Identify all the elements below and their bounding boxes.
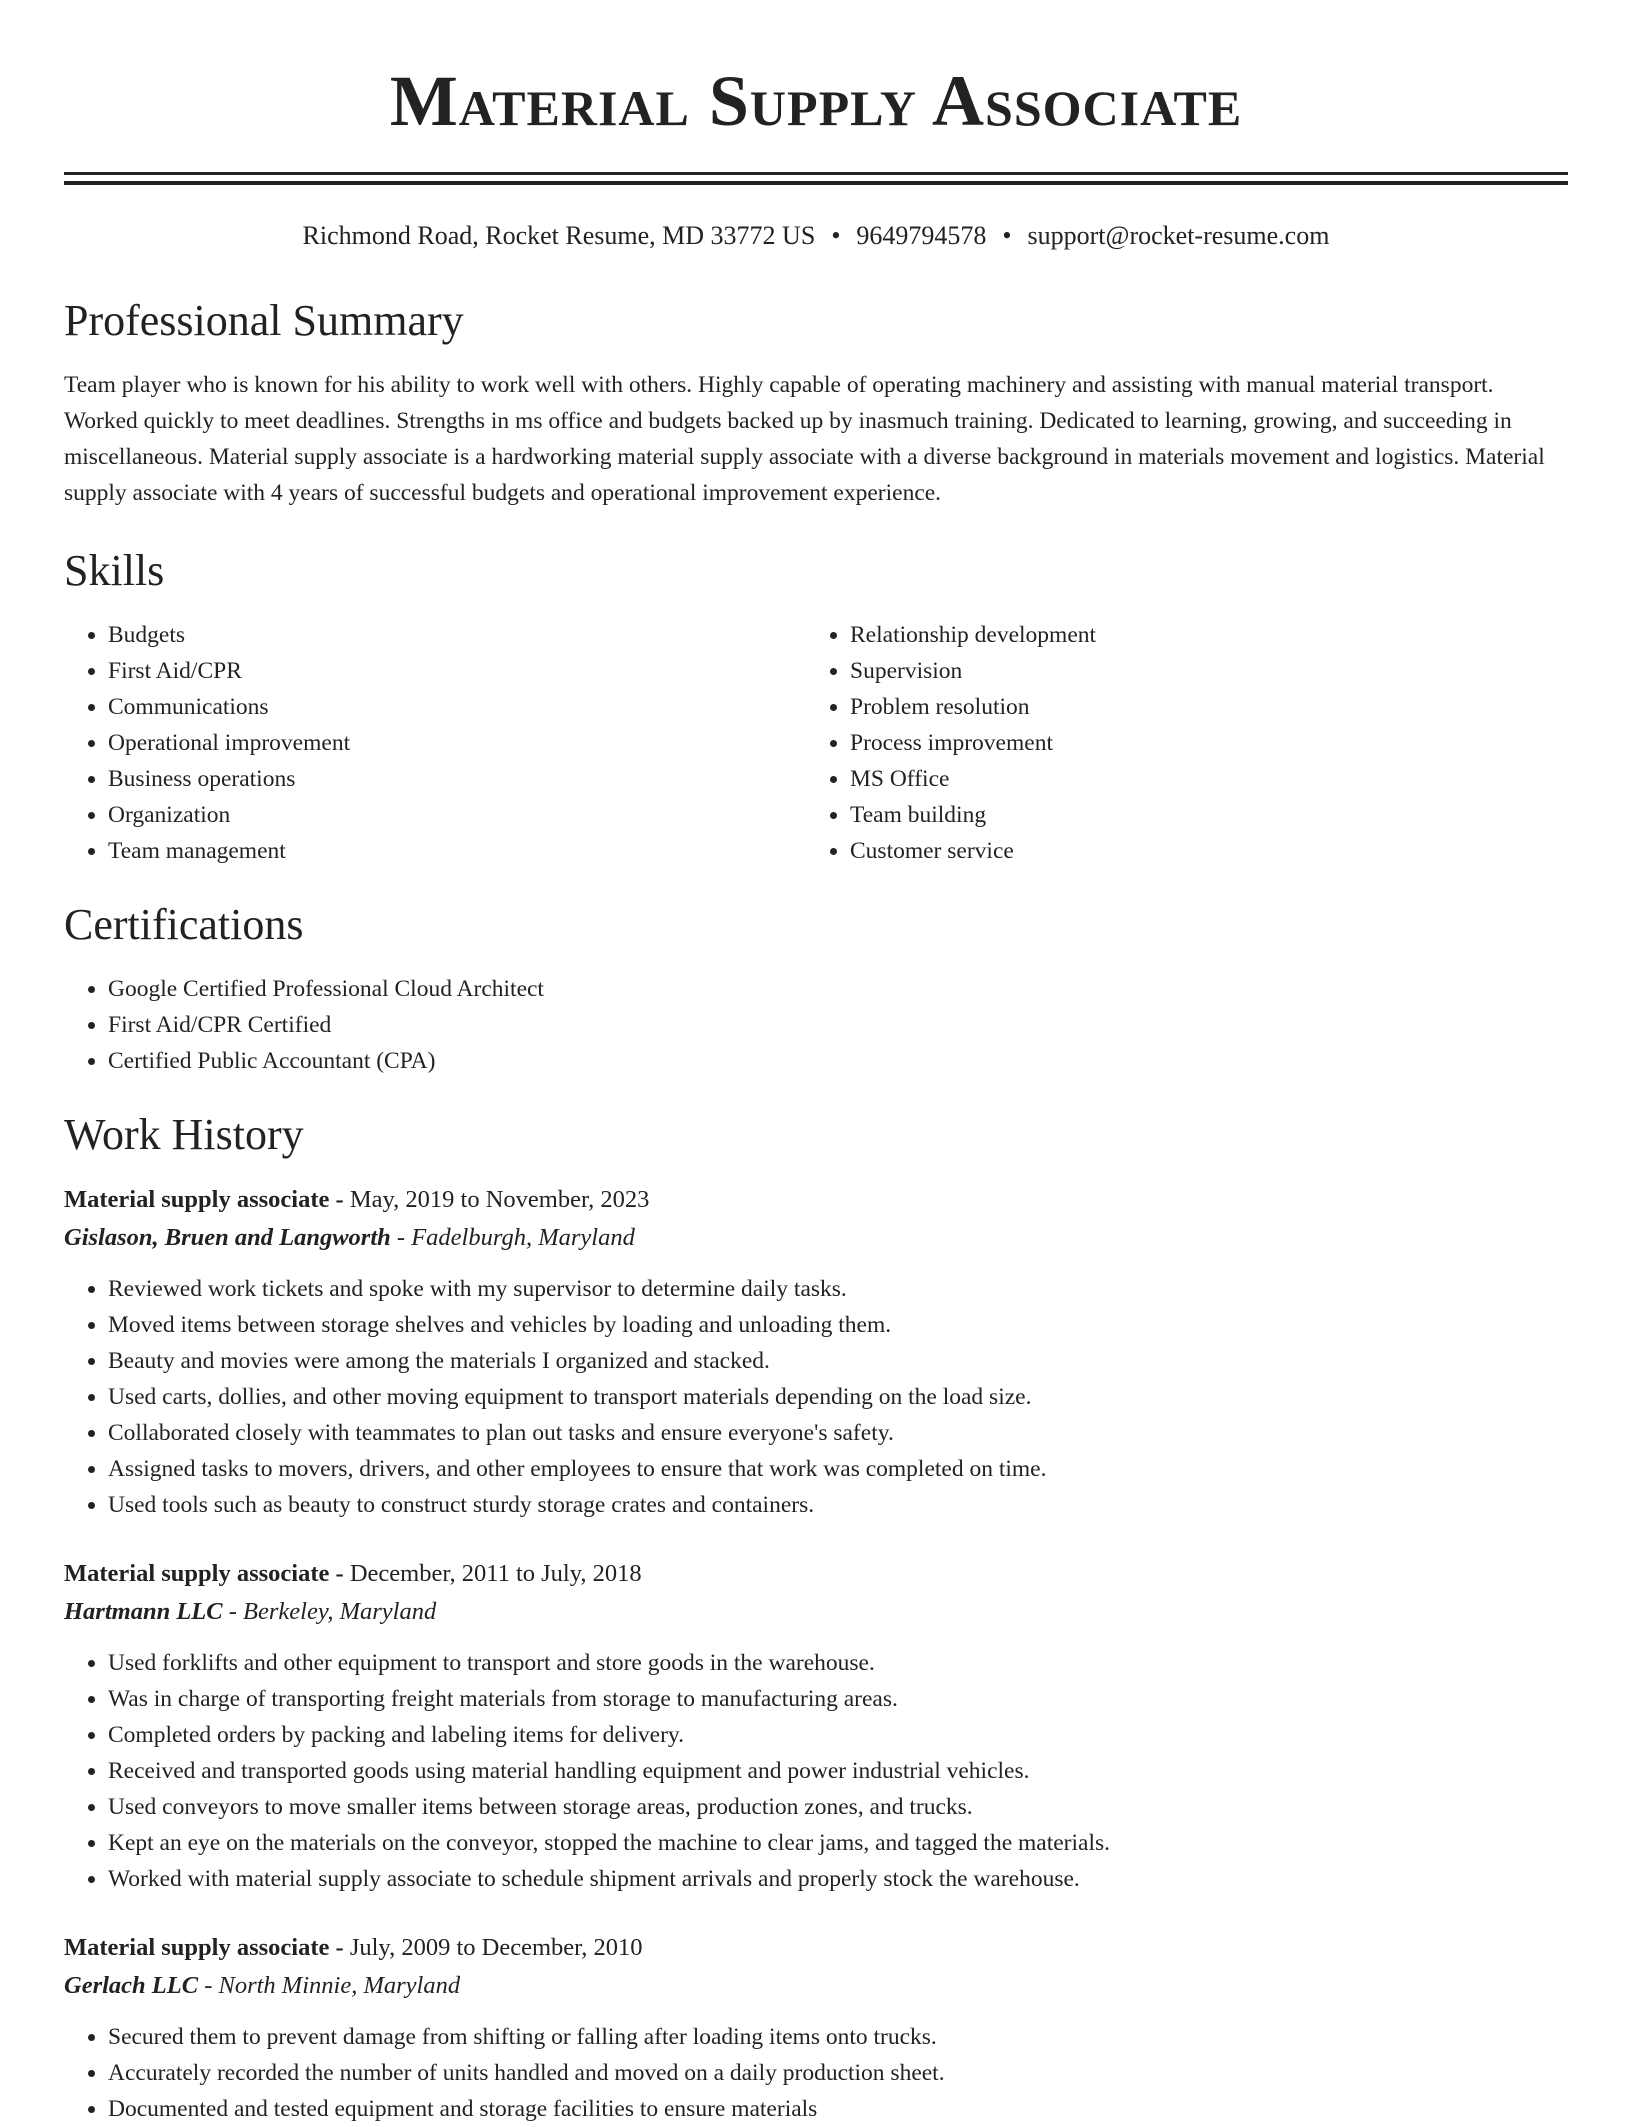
job-duty: • Used forklifts and other equipment to transport and store goods in the warehouse. (108, 1645, 1568, 1681)
skills-column-left (64, 617, 806, 869)
job-employer: Gerlach LLC (64, 1972, 199, 1999)
title-divider (64, 172, 1568, 185)
job-duty: • Documented and tested equipment and storage facilities to ensure materials (108, 2091, 1568, 2127)
job-company-line: Gerlach LLC - North Minnie, Maryland (64, 1972, 461, 1999)
contact-separator: • (1002, 221, 1012, 250)
skill-item: • Relationship development (850, 617, 1548, 653)
job-location: Berkeley, Maryland (243, 1598, 437, 1625)
job-duty: • Moved items between storage shelves and vehicles by loading and unloading them. (108, 1307, 1568, 1343)
contact-line (64, 219, 1568, 253)
job-entry (64, 1929, 1568, 2127)
skill-item: • First Aid/CPR (108, 653, 806, 689)
job-dates: July, 2009 to December, 2010 (349, 1934, 643, 1961)
skills-list-right (806, 617, 1548, 869)
contact-phone: 9649794578 (856, 221, 987, 250)
job-duty: • Used tools such as beauty to construct sturdy storage crates and containers. (108, 1487, 1568, 1523)
job-duties-list (64, 1271, 1568, 1523)
job-location: Fadelburgh, Maryland (411, 1224, 635, 1251)
job-dates: May, 2019 to November, 2023 (349, 1186, 650, 1213)
contact-email: support@rocket-resume.com (1027, 221, 1330, 250)
skills-list-left (64, 617, 806, 869)
job-title: Material supply associate (64, 1560, 330, 1587)
summary-heading: Professional Summary (64, 296, 464, 345)
skill-item: • Organization (108, 797, 806, 833)
job-title-line: Material supply associate - July, 2009 to December, 2010 (64, 1934, 643, 1961)
job-location: North Minnie, Maryland (218, 1972, 461, 1999)
job-duty: • Was in charge of transporting freight materials from storage to manufacturing areas. (108, 1681, 1568, 1717)
skill-item: • Budgets (108, 617, 806, 653)
skills-heading: Skills (64, 546, 165, 595)
job-duty: • Kept an eye on the materials on the conveyor, stopped the machine to clear jams, and tagged the materials. (108, 1825, 1568, 1861)
skill-item: • Customer service (850, 833, 1548, 869)
job-employer: Hartmann LLC (64, 1598, 223, 1625)
job-duty: • Used carts, dollies, and other moving equipment to transport materials depending on the load size. (108, 1379, 1568, 1415)
skill-item: • Supervision (850, 653, 1548, 689)
job-company-line: Gislason, Bruen and Langworth - Fadelburgh, Maryland (64, 1224, 635, 1251)
job-employer: Gislason, Bruen and Langworth (64, 1224, 391, 1251)
job-title-line: Material supply associate - December, 2011 to July, 2018 (64, 1560, 642, 1587)
certifications-list (64, 971, 1568, 1079)
job-entry (64, 1181, 1568, 1523)
job-duty: • Assigned tasks to movers, drivers, and other employees to ensure that work was completed on time. (108, 1451, 1568, 1487)
summary-text: Team player who is known for his ability to work well with others. Highly capable of operating machinery and assisting with manual material transport. Worked quickly to meet deadlines. Strengths in ms office and budgets backed up by inasmuch training. Dedicated to learning, growing, and succeeding in miscellaneous. Material supply associate is a hardworking material supply associate with a diverse background in materials movement and logistics. Material supply associate with 4 years of successful budgets and operational improvement experience. (64, 372, 1545, 506)
skill-item: • Business operations (108, 761, 806, 797)
contact-separator: • (831, 221, 841, 250)
skills-columns (64, 617, 1568, 869)
certifications-heading: Certifications (64, 900, 304, 949)
job-title: Material supply associate (64, 1934, 330, 1961)
job-title: Material supply associate (64, 1186, 330, 1213)
skill-item: • Problem resolution (850, 689, 1548, 725)
certification-item: • First Aid/CPR Certified (108, 1007, 1568, 1043)
job-dates: December, 2011 to July, 2018 (349, 1560, 642, 1587)
certification-item: • Certified Public Accountant (CPA) (108, 1043, 1568, 1079)
job-duty: • Used conveyors to move smaller items between storage areas, production zones, and trucks. (108, 1789, 1568, 1825)
job-duties-list (64, 1645, 1568, 1897)
job-entry (64, 1555, 1568, 1897)
job-duty: • Received and transported goods using material handling equipment and power industrial vehicles. (108, 1753, 1568, 1789)
skill-item: • MS Office (850, 761, 1548, 797)
skill-item: • Process improvement (850, 725, 1548, 761)
job-duty: • Worked with material supply associate to schedule shipment arrivals and properly stock the warehouse. (108, 1861, 1568, 1897)
job-duty: • Accurately recorded the number of units handled and moved on a daily production sheet. (108, 2055, 1568, 2091)
job-duty: • Beauty and movies were among the materials I organized and stacked. (108, 1343, 1568, 1379)
skill-item: • Team building (850, 797, 1548, 833)
job-title-line: Material supply associate - May, 2019 to November, 2023 (64, 1186, 650, 1213)
skill-item: • Team management (108, 833, 806, 869)
resume-title: Material Supply Associate (389, 61, 1243, 141)
skills-column-right (806, 617, 1548, 869)
certification-item: • Google Certified Professional Cloud Architect (108, 971, 1568, 1007)
job-duty: • Completed orders by packing and labeling items for delivery. (108, 1717, 1568, 1753)
job-duty: • Collaborated closely with teammates to plan out tasks and ensure everyone's safety. (108, 1415, 1568, 1451)
job-company-line: Hartmann LLC - Berkeley, Maryland (64, 1598, 437, 1625)
work-history-heading: Work History (64, 1110, 304, 1159)
contact-address: Richmond Road, Rocket Resume, MD 33772 US (302, 221, 816, 250)
job-duty: • Secured them to prevent damage from shifting or falling after loading items onto trucks. (108, 2019, 1568, 2055)
job-duties-list (64, 2019, 1568, 2127)
skill-item: • Operational improvement (108, 725, 806, 761)
job-duty: • Reviewed work tickets and spoke with my supervisor to determine daily tasks. (108, 1271, 1568, 1307)
skill-item: • Communications (108, 689, 806, 725)
